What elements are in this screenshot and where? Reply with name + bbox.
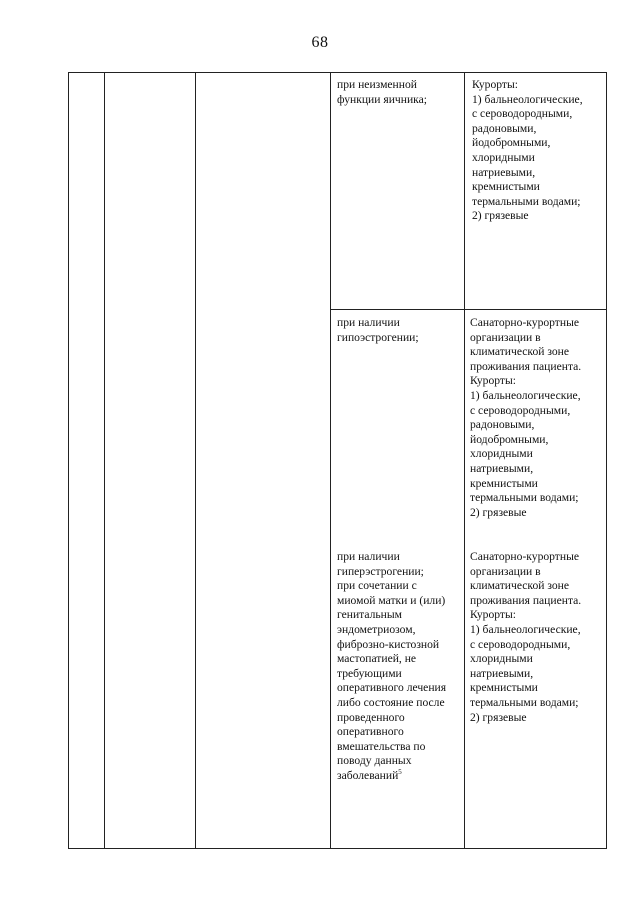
resorts-cell: Санаторно-курортные организации в климатической зоне проживания пациента. Курорты: 1) бальнеологические, с сероводородными, хлоридными натриевыми, кремнистыми термальными водами; 2) грязевые [470, 550, 582, 724]
resorts-cell: Санаторно-курортные организации в климатической зоне проживания пациента. Курорты: 1) бальнеологические, с сероводородными, радоновыми, йодобромными, хлоридными натриевыми, кремнистыми термальными водами; 2) грязевые [470, 316, 582, 519]
footnote-marker: 5 [398, 767, 402, 776]
condition-cell [337, 550, 463, 784]
page-number: 68 [311, 34, 329, 51]
table-right-border [606, 72, 607, 849]
row-divider [330, 309, 607, 310]
column-divider-1 [104, 72, 105, 849]
table-top-border [68, 72, 607, 73]
table-left-border [68, 72, 69, 849]
condition-cell: при неизменной функции яичника; [337, 78, 427, 106]
column-divider-4 [464, 72, 465, 849]
condition-text: при наличии гиперэстрогении; при сочетании с миомой матки и (или) генитальным эндометриозом, фиброзно-кистозной мастопатией, не требующими оперативного лечения либо состояние после проведенного оперативного вмешательства по поводу данных заболеваний [337, 550, 447, 782]
column-divider-3 [330, 72, 331, 849]
table-bottom-border [68, 848, 607, 849]
column-divider-2 [195, 72, 196, 849]
resorts-cell: Курорты: 1) бальнеологические, с сероводородными, радоновыми, йодобромными, хлоридными натриевыми, кремнистыми термальными водами; 2) грязевые [472, 78, 583, 223]
condition-cell: при наличии гипоэстрогении; [337, 316, 419, 344]
